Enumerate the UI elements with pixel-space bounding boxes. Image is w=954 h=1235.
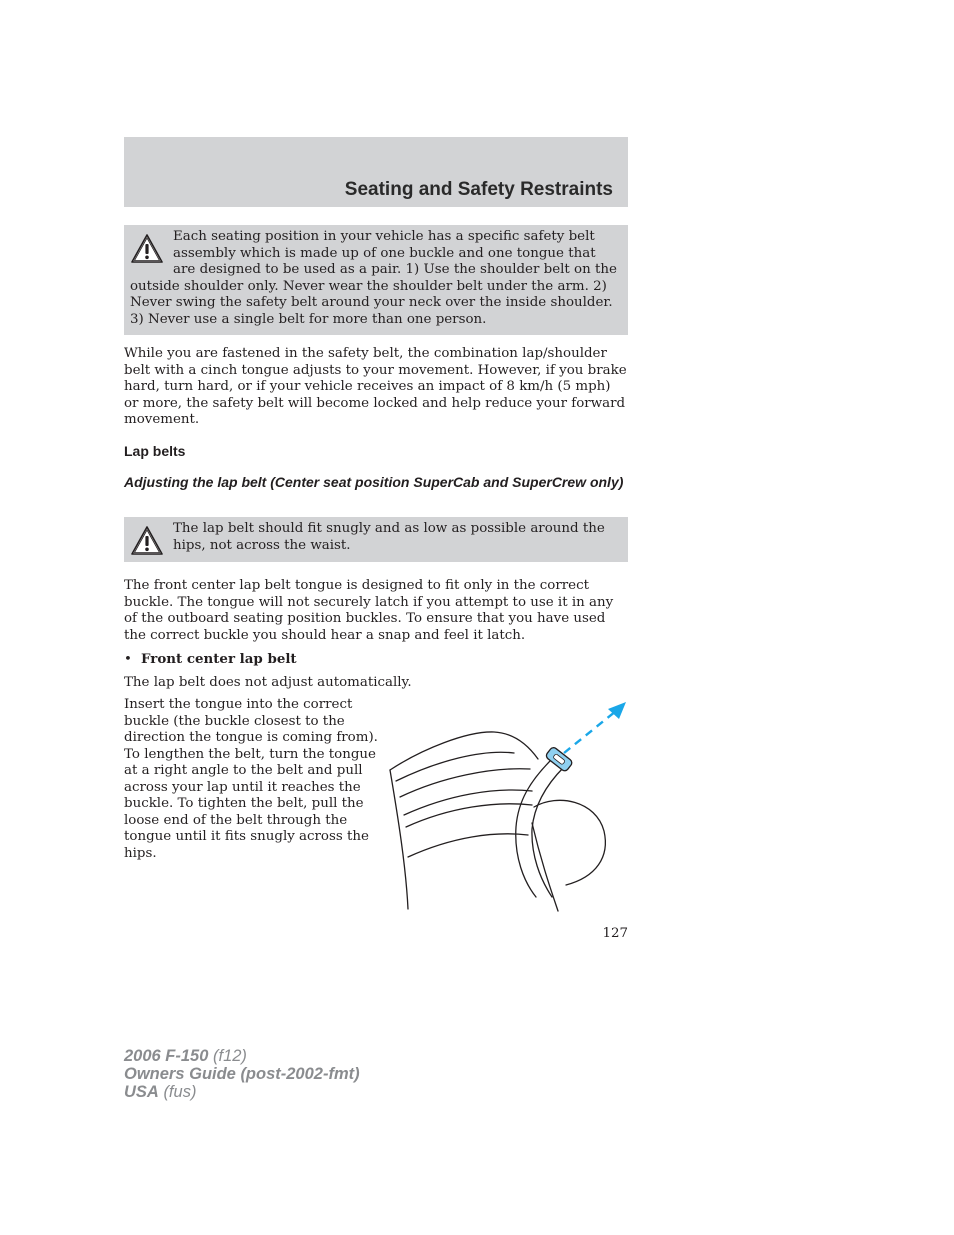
footer-model-code: (f12) <box>213 1047 247 1065</box>
bullet-item-front-center-lap-belt <box>124 651 297 669</box>
warning-triangle-icon <box>130 525 164 557</box>
warning-box-safety-belt <box>124 225 628 335</box>
section-title: Seating and Safety Restraints <box>344 179 613 200</box>
footer-line-guide <box>124 1065 360 1083</box>
body-paragraph-cinch-tongue: While you are fastened in the safety belt, the combination lap/shoulder belt with a cinch tongue adjusts to your movement. However, if you brake hard, turn hard, or if your vehicle receives an impact of 8 km/h (5 mph) or more, the safety belt will become locked and help reduce your forward movement. <box>124 346 627 427</box>
warning-triangle-icon <box>130 233 164 265</box>
footer-market-code: (fus) <box>163 1083 197 1101</box>
bullet-item-label: Front center lap belt <box>141 651 297 667</box>
footer-line-model <box>124 1047 360 1065</box>
lap-belt-illustration <box>382 697 630 915</box>
section-header-band <box>124 137 628 207</box>
footer-guide: Owners Guide (post-2002-fmt) <box>124 1065 360 1083</box>
body-paragraph-center-tongue: The front center lap belt tongue is designed to fit only in the correct buckle. The tongue will not securely latch if you attempt to use it in any of the outboard seating position buckles. To ensure that you have used the correct buckle you should hear a snap and feel it latch. <box>124 578 614 643</box>
footer-market: USA <box>124 1083 159 1101</box>
footer-model: 2006 F-150 <box>124 1047 209 1065</box>
subheading-adjusting-lap-belt: Adjusting the lap belt (Center seat position SuperCab and SuperCrew only) <box>124 474 624 490</box>
warning-text: Each seating position in your vehicle has a specific safety belt assembly which is made up of one buckle and one tongue that are designed to be used as a pair. 1) Use the shoulder belt on the outside shoulder only. Never wear the shoulder belt under the arm. 2) Never swing the safety belt around your neck over the inside shoulder. 3) Never use a single belt for more than one person. <box>130 229 617 327</box>
footer-line-market <box>124 1083 360 1101</box>
bullet-mark: • <box>124 652 132 667</box>
direction-arrow-line <box>564 711 616 753</box>
body-paragraph-insert-tongue: Insert the tongue into the correct buckle (the buckle closest to the direction the tongue is coming from). To lengthen the belt, turn the tongue at a right angle to the belt and pull across your lap until it reaches the buckle. To tighten the belt, pull the loose end of the belt through the tongue until it fits snugly across the hips. <box>124 697 378 861</box>
warning-text: The lap belt should fit snugly and as low as possible around the hips, not across the waist. <box>173 521 605 553</box>
warning-box-lap-belt <box>124 517 628 562</box>
heading-lap-belts: Lap belts <box>124 443 186 459</box>
page-number: 127 <box>602 926 628 941</box>
body-paragraph-no-auto-adjust: The lap belt does not adjust automatically. <box>124 675 412 690</box>
document-footer <box>124 1047 360 1101</box>
